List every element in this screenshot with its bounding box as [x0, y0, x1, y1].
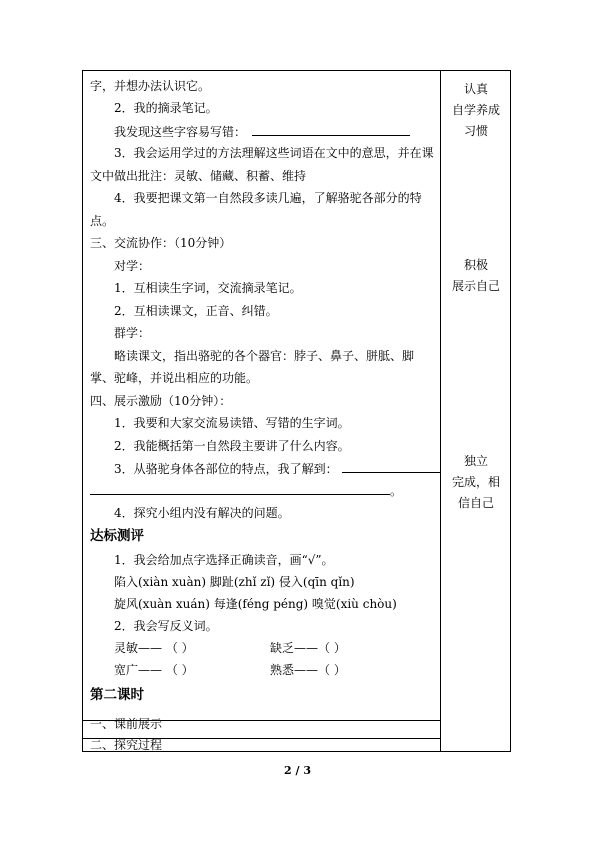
side-note: 积极 展示自己	[451, 258, 500, 293]
text-line: 一、课前展示	[90, 717, 163, 731]
antonym-item: 熟悉——（ ）	[270, 663, 346, 677]
side-note: 独立 完成，相 信自己	[451, 454, 500, 510]
text-line: 2．我的摘录笔记。	[114, 101, 218, 115]
text-line: 文中做出批注：灵敏、储藏、积蓄、维持	[90, 169, 307, 183]
text-line: 1．互相读生字词，交流摘录笔记。	[114, 281, 302, 295]
side-note: 认真 自学养成 习惯	[451, 82, 500, 138]
text-line: 1．我要和大家交流易读错、写错的生字词。	[114, 416, 350, 430]
page-number: 2 / 3	[284, 764, 311, 777]
text-line: 对学：	[114, 259, 151, 273]
text-line: 3．我会运用学过的方法理解这些词语在文中的意思，并在课	[114, 146, 434, 160]
antonym-item: 灵敏—— （ ）	[114, 641, 194, 655]
fill-blank[interactable]	[90, 483, 390, 495]
text-line: 4．探究小组内没有解决的问题。	[114, 506, 290, 520]
section-heading: 四、展示激励（10分钟）：	[90, 394, 232, 408]
text-line: 略读课文，指出骆驼的各个器官：脖子、鼻子、胼胝、脚	[114, 349, 415, 363]
text-line: 2．互相读课文，正音、纠错。	[114, 304, 278, 318]
section-title: 第二课时	[90, 687, 144, 703]
text-line: 2．我能概括第一自然段主要讲了什么内容。	[114, 439, 350, 453]
text-line: 群学：	[114, 326, 151, 340]
fill-blank[interactable]	[252, 124, 410, 136]
text-line: 2．我会写反义词。	[114, 619, 218, 633]
text-line: 4．我要把课文第一自然段多读几遍，了解骆驼各部分的特	[114, 191, 422, 205]
text-line: 。	[90, 483, 402, 498]
antonym-item: 缺乏——（ ）	[270, 641, 346, 655]
text-line: 陷入(xiàn xuàn) 脚趾(zhǐ zǐ) 侵入(qīn qǐn)	[114, 575, 355, 589]
text-line: 旋风(xuàn xuán) 每逢(féng péng) 嗅觉(xiù chòu)	[114, 597, 397, 611]
antonym-item: 宽广—— （ ）	[114, 663, 194, 677]
fill-blank[interactable]	[342, 461, 440, 473]
text-line: 掌、驼峰，并说出相应的功能。	[90, 371, 259, 385]
section-heading: 三、交流协作：（10分钟）	[90, 236, 232, 250]
text-line: 字，并想办法认识它。	[90, 79, 211, 93]
text-line: 二、探究过程	[90, 738, 163, 752]
text-line: 3．从骆驼身体各部位的特点，我了解到：	[114, 461, 440, 476]
text-line: 我发现这些字容易写错：	[114, 124, 410, 139]
text-line: 1．我会给加点字选择正确读音，画“√”。	[114, 553, 334, 567]
text-line: 点。	[90, 214, 115, 228]
section-title: 达标测评	[90, 528, 144, 544]
